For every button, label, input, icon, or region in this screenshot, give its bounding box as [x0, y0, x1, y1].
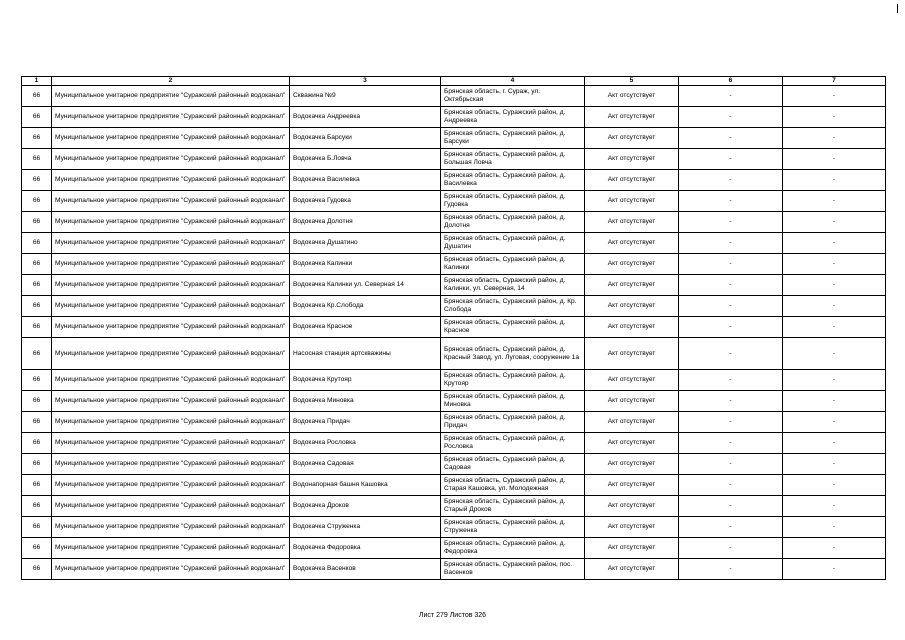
table-row [22, 149, 886, 170]
column-header: 4 [441, 77, 585, 86]
object-address: Брянская область, Суражский район, д. Барсуки [441, 128, 585, 149]
column-7-value: - [783, 254, 886, 275]
object-name: Водокачка Федоровка [290, 538, 441, 559]
column-7-value: - [783, 559, 886, 580]
object-address: Брянская область, Суражский район, д. Рословка [441, 433, 585, 454]
organization-name: Муниципальное унитарное предприятие "Суражский районный водоканал" [52, 475, 290, 496]
act-status: Акт отсутствует [585, 212, 679, 233]
table-row [22, 412, 886, 433]
organization-name: Муниципальное унитарное предприятие "Суражский районный водоканал" [52, 317, 290, 338]
act-status: Акт отсутствует [585, 454, 679, 475]
table-row [22, 128, 886, 149]
column-6-value: - [679, 212, 783, 233]
object-name: Водокачка Долотня [290, 212, 441, 233]
object-address: Брянская область, Суражский район, д. Старый Дроков [441, 496, 585, 517]
organization-name: Муниципальное унитарное предприятие "Суражский районный водоканал" [52, 296, 290, 317]
object-name: Водокачка Садовая [290, 454, 441, 475]
column-6-value: - [679, 370, 783, 391]
object-address: Брянская область, Суражский район, д. Василевка [441, 170, 585, 191]
row-number: 66 [22, 370, 52, 391]
column-7-value: - [783, 86, 886, 107]
object-name: Водокачка Душатино [290, 233, 441, 254]
column-7-value: - [783, 275, 886, 296]
edge-mark [897, 4, 898, 13]
act-status: Акт отсутствует [585, 475, 679, 496]
act-status: Акт отсутствует [585, 317, 679, 338]
object-address: Брянская область, Суражский район, д. Федоровка [441, 538, 585, 559]
object-address: Брянская область, Суражский район, пос. Васенков [441, 559, 585, 580]
column-6-value: - [679, 433, 783, 454]
object-name: Скважина №9 [290, 86, 441, 107]
column-6-value: - [679, 559, 783, 580]
column-7-value: - [783, 433, 886, 454]
object-address: Брянская область, Суражский район, д. Кр. Слобода [441, 296, 585, 317]
column-7-value: - [783, 475, 886, 496]
act-status: Акт отсутствует [585, 170, 679, 191]
organization-name: Муниципальное унитарное предприятие "Суражский районный водоканал" [52, 254, 290, 275]
column-7-value: - [783, 517, 886, 538]
column-7-value: - [783, 538, 886, 559]
organization-name: Муниципальное унитарное предприятие "Суражский районный водоканал" [52, 559, 290, 580]
object-name: Водокачка Дроков [290, 496, 441, 517]
row-number: 66 [22, 475, 52, 496]
page-footer: Лист 279 Листов 326 [418, 612, 487, 619]
row-number: 66 [22, 128, 52, 149]
column-7-value: - [783, 370, 886, 391]
column-7-value: - [783, 496, 886, 517]
object-name: Водокачка Красное [290, 317, 441, 338]
organization-name: Муниципальное унитарное предприятие "Суражский районный водоканал" [52, 338, 290, 370]
table-row [22, 170, 886, 191]
column-6-value: - [679, 391, 783, 412]
registry-table [21, 76, 886, 580]
table-row [22, 275, 886, 296]
table-row [22, 496, 886, 517]
object-name: Водокачка Струженка [290, 517, 441, 538]
object-name: Насосная станция артскважины [290, 338, 441, 370]
organization-name: Муниципальное унитарное предприятие "Суражский районный водоканал" [52, 517, 290, 538]
object-name: Водокачка Кр.Слобода [290, 296, 441, 317]
row-number: 66 [22, 254, 52, 275]
column-6-value: - [679, 475, 783, 496]
column-7-value: - [783, 338, 886, 370]
table-row [22, 233, 886, 254]
object-address: Брянская область, Суражский район, д. Придач [441, 412, 585, 433]
column-header: 6 [679, 77, 783, 86]
object-address: Брянская область, Суражский район, д. Калинки [441, 254, 585, 275]
table-body [22, 86, 886, 580]
organization-name: Муниципальное унитарное предприятие "Суражский районный водоканал" [52, 128, 290, 149]
object-name: Водокачка Гудовка [290, 191, 441, 212]
row-number: 66 [22, 275, 52, 296]
table-row [22, 370, 886, 391]
row-number: 66 [22, 433, 52, 454]
object-address: Брянская область, Суражский район, д. Крутояр [441, 370, 585, 391]
organization-name: Муниципальное унитарное предприятие "Суражский районный водоканал" [52, 391, 290, 412]
table-row [22, 454, 886, 475]
column-6-value: - [679, 170, 783, 191]
organization-name: Муниципальное унитарное предприятие "Суражский районный водоканал" [52, 433, 290, 454]
act-status: Акт отсутствует [585, 275, 679, 296]
column-7-value: - [783, 454, 886, 475]
row-number: 66 [22, 338, 52, 370]
act-status: Акт отсутствует [585, 233, 679, 254]
object-address: Брянская область, Суражский район, д. Миновка [441, 391, 585, 412]
column-7-value: - [783, 391, 886, 412]
column-7-value: - [783, 317, 886, 338]
column-6-value: - [679, 412, 783, 433]
column-7-value: - [783, 212, 886, 233]
table-row [22, 391, 886, 412]
object-name: Водокачка Калинки [290, 254, 441, 275]
column-6-value: - [679, 496, 783, 517]
column-6-value: - [679, 517, 783, 538]
object-name: Водокачка Миновка [290, 391, 441, 412]
organization-name: Муниципальное унитарное предприятие "Суражский районный водоканал" [52, 212, 290, 233]
column-6-value: - [679, 317, 783, 338]
organization-name: Муниципальное унитарное предприятие "Суражский районный водоканал" [52, 191, 290, 212]
act-status: Акт отсутствует [585, 128, 679, 149]
object-address: Брянская область, Суражский район, д. Душатин [441, 233, 585, 254]
row-number: 66 [22, 517, 52, 538]
object-name: Водокачка Рословка [290, 433, 441, 454]
table-row [22, 338, 886, 370]
table-row [22, 475, 886, 496]
act-status: Акт отсутствует [585, 254, 679, 275]
organization-name: Муниципальное унитарное предприятие "Суражский районный водоканал" [52, 370, 290, 391]
object-name: Водокачка Калинки ул. Северная 14 [290, 275, 441, 296]
column-6-value: - [679, 86, 783, 107]
column-header: 2 [52, 77, 290, 86]
column-6-value: - [679, 128, 783, 149]
column-header: 5 [585, 77, 679, 86]
object-address: Брянская область, Суражский район, д. Долотня [441, 212, 585, 233]
column-7-value: - [783, 233, 886, 254]
act-status: Акт отсутствует [585, 412, 679, 433]
act-status: Акт отсутствует [585, 86, 679, 107]
column-7-value: - [783, 296, 886, 317]
column-6-value: - [679, 454, 783, 475]
object-name: Водокачка Барсуки [290, 128, 441, 149]
act-status: Акт отсутствует [585, 433, 679, 454]
act-status: Акт отсутствует [585, 149, 679, 170]
organization-name: Муниципальное унитарное предприятие "Суражский районный водоканал" [52, 86, 290, 107]
column-number-row [22, 77, 886, 86]
organization-name: Муниципальное унитарное предприятие "Суражский районный водоканал" [52, 233, 290, 254]
object-name: Водокачка Крутояр [290, 370, 441, 391]
object-address: Брянская область, Суражский район, д. Гудовка [441, 191, 585, 212]
act-status: Акт отсутствует [585, 370, 679, 391]
column-7-value: - [783, 128, 886, 149]
row-number: 66 [22, 559, 52, 580]
organization-name: Муниципальное унитарное предприятие "Суражский районный водоканал" [52, 538, 290, 559]
row-number: 66 [22, 233, 52, 254]
object-address: Брянская область, Суражский район, д. Красный Завод, ул. Луговая, сооружение 1а [441, 338, 585, 370]
row-number: 66 [22, 317, 52, 338]
act-status: Акт отсутствует [585, 191, 679, 212]
object-address: Брянская область, Суражский район, д. Большая Ловча [441, 149, 585, 170]
table-row [22, 317, 886, 338]
object-address: Брянская область, г. Сураж, ул. Октябрьская [441, 86, 585, 107]
row-number: 66 [22, 86, 52, 107]
column-6-value: - [679, 191, 783, 212]
table-row [22, 433, 886, 454]
table-row [22, 107, 886, 128]
table-row [22, 517, 886, 538]
table-row [22, 191, 886, 212]
row-number: 66 [22, 107, 52, 128]
column-6-value: - [679, 338, 783, 370]
row-number: 66 [22, 149, 52, 170]
table-row [22, 538, 886, 559]
organization-name: Муниципальное унитарное предприятие "Суражский районный водоканал" [52, 454, 290, 475]
act-status: Акт отсутствует [585, 538, 679, 559]
object-name: Водокачка Василевка [290, 170, 441, 191]
column-7-value: - [783, 412, 886, 433]
act-status: Акт отсутствует [585, 496, 679, 517]
organization-name: Муниципальное унитарное предприятие "Суражский районный водоканал" [52, 412, 290, 433]
column-6-value: - [679, 275, 783, 296]
act-status: Акт отсутствует [585, 517, 679, 538]
table-row [22, 296, 886, 317]
column-6-value: - [679, 296, 783, 317]
object-name: Водокачка Васенков [290, 559, 441, 580]
column-7-value: - [783, 107, 886, 128]
organization-name: Муниципальное унитарное предприятие "Суражский районный водоканал" [52, 275, 290, 296]
object-name: Водокачка Б.Ловча [290, 149, 441, 170]
object-address: Брянская область, Суражский район, д. Красное [441, 317, 585, 338]
row-number: 66 [22, 212, 52, 233]
organization-name: Муниципальное унитарное предприятие "Суражский районный водоканал" [52, 496, 290, 517]
column-header: 7 [783, 77, 886, 86]
column-6-value: - [679, 149, 783, 170]
row-number: 66 [22, 391, 52, 412]
table-row [22, 86, 886, 107]
column-6-value: - [679, 254, 783, 275]
organization-name: Муниципальное унитарное предприятие "Суражский районный водоканал" [52, 149, 290, 170]
organization-name: Муниципальное унитарное предприятие "Суражский районный водоканал" [52, 170, 290, 191]
act-status: Акт отсутствует [585, 559, 679, 580]
object-address: Брянская область, Суражский район, д. Струженка [441, 517, 585, 538]
organization-name: Муниципальное унитарное предприятие "Суражский районный водоканал" [52, 107, 290, 128]
object-address: Брянская область, Суражский район, д. Калинки, ул. Северная, 14 [441, 275, 585, 296]
column-6-value: - [679, 233, 783, 254]
row-number: 66 [22, 412, 52, 433]
column-6-value: - [679, 538, 783, 559]
row-number: 66 [22, 496, 52, 517]
row-number: 66 [22, 454, 52, 475]
table-row [22, 212, 886, 233]
column-header: 3 [290, 77, 441, 86]
row-number: 66 [22, 170, 52, 191]
table-row [22, 254, 886, 275]
column-7-value: - [783, 170, 886, 191]
column-6-value: - [679, 107, 783, 128]
object-name: Водокачка Андреевка [290, 107, 441, 128]
table-row [22, 559, 886, 580]
object-address: Брянская область, Суражский район, д. Старая Кашовка, ул. Молодежная [441, 475, 585, 496]
object-name: Водонапорная башня Кашовка [290, 475, 441, 496]
act-status: Акт отсутствует [585, 107, 679, 128]
column-7-value: - [783, 191, 886, 212]
object-address: Брянская область, Суражский район, д. Садовая [441, 454, 585, 475]
act-status: Акт отсутствует [585, 338, 679, 370]
object-name: Водокачка Придач [290, 412, 441, 433]
row-number: 66 [22, 296, 52, 317]
object-address: Брянская область, Суражский район, д. Андреевка [441, 107, 585, 128]
act-status: Акт отсутствует [585, 391, 679, 412]
row-number: 66 [22, 538, 52, 559]
row-number: 66 [22, 191, 52, 212]
act-status: Акт отсутствует [585, 296, 679, 317]
column-7-value: - [783, 149, 886, 170]
column-header: 1 [22, 77, 52, 86]
